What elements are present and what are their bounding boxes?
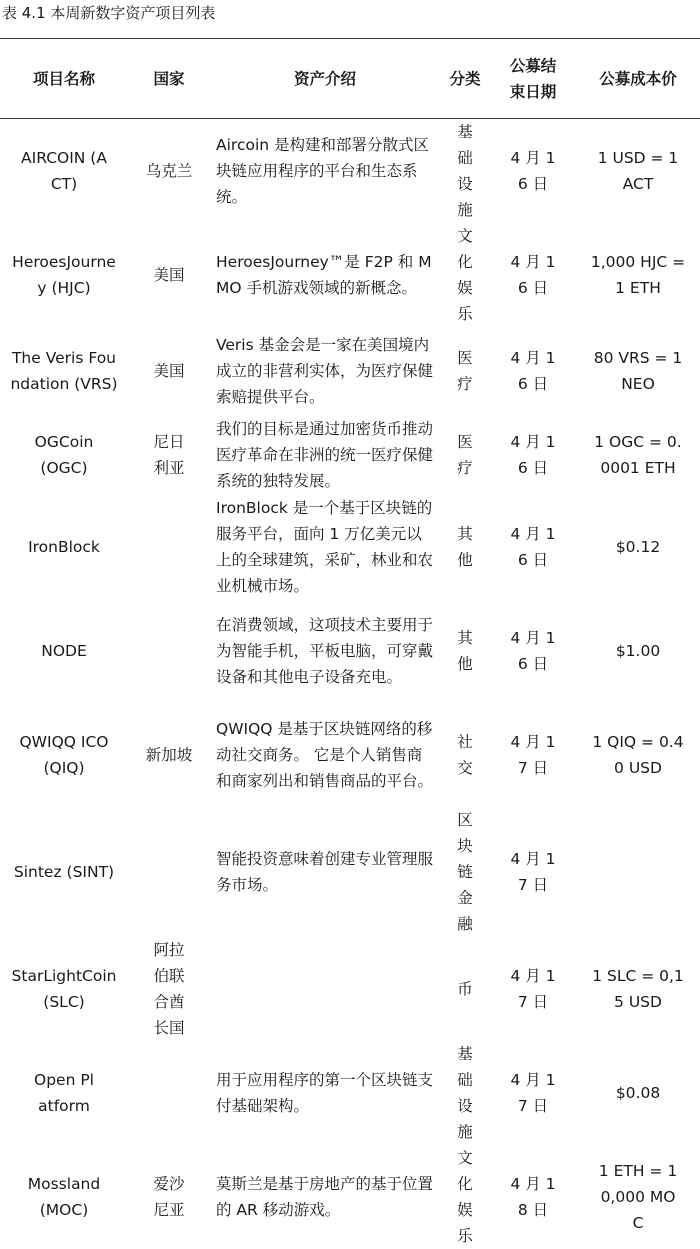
cell-country: 新加坡 <box>145 746 193 764</box>
cell-price: 1 USD = 1 ACT <box>597 149 679 193</box>
cell-name: AIRCOIN (ACT) <box>21 149 107 193</box>
header-end-date: 公募结束日期 <box>509 56 557 101</box>
table-row <box>0 327 700 415</box>
cell-name: QWIQQ ICO (QIQ) <box>19 733 109 777</box>
cell-description: IronBlock 是一个基于区块链的服务平台，面向 1 万亿美元以上的全球建筑，采矿，林业和农业机械市场。 <box>216 499 434 595</box>
cell-country <box>128 495 210 599</box>
cell-price: 1 OGC = 0.0001 ETH <box>594 433 682 477</box>
table-row <box>0 415 700 495</box>
cell-category: 其他 <box>457 525 473 569</box>
cell-end-date: 4 月 16 日 <box>510 433 556 477</box>
cell-price: $0.08 <box>615 1084 661 1102</box>
cell-category: 其他 <box>457 629 473 673</box>
table-row <box>0 1041 700 1145</box>
cell-description: 智能投资意味着创建专业管理服务市场。 <box>216 850 434 894</box>
table-row <box>0 223 700 327</box>
cell-name: HeroesJourney (HJC) <box>12 253 116 297</box>
cell-end-date: 4 月 17 日 <box>510 850 556 894</box>
header-country: 国家 <box>153 69 185 88</box>
project-table <box>0 38 700 1249</box>
cell-price: 1 QIQ = 0.40 USD <box>592 733 684 777</box>
cell-category: 社交 <box>457 733 473 777</box>
cell-end-date: 4 月 16 日 <box>510 149 556 193</box>
cell-category: 基础设施 <box>457 1045 473 1141</box>
cell-country: 尼日利亚 <box>153 433 185 477</box>
cell-name: The Veris Foundation (VRS) <box>10 349 118 393</box>
cell-country: 乌克兰 <box>145 162 193 180</box>
table-caption: 表 4.1 本周新数字资产项目列表 <box>2 4 216 22</box>
table-row <box>0 119 700 224</box>
cell-category: 医疗 <box>457 433 473 477</box>
cell-end-date: 4 月 18 日 <box>510 1175 556 1219</box>
cell-price: 1 ETH = 10,000 MOC <box>598 1162 678 1232</box>
cell-country <box>128 1041 210 1145</box>
cell-name: Mossland (MOC) <box>27 1175 101 1219</box>
cell-category: 区块链金融 <box>457 811 473 933</box>
cell-category: 文化娱乐 <box>457 1149 473 1245</box>
table-row <box>0 495 700 599</box>
table-row <box>0 703 700 807</box>
cell-description: 用于应用程序的第一个区块链支付基础架构。 <box>216 1071 434 1115</box>
cell-end-date: 4 月 16 日 <box>510 349 556 393</box>
cell-category: 基础设施 <box>457 123 473 219</box>
table-row <box>0 937 700 1041</box>
cell-country <box>128 599 210 703</box>
cell-price: 1 SLC = 0,15 USD <box>592 967 684 1011</box>
cell-category: 医疗 <box>457 349 473 393</box>
table-row <box>0 807 700 937</box>
header-price: 公募成本价 <box>599 69 677 88</box>
table-row <box>0 1145 700 1249</box>
cell-description <box>210 937 440 1041</box>
cell-country <box>128 807 210 937</box>
cell-name: Open Platform <box>34 1071 94 1115</box>
cell-end-date: 4 月 17 日 <box>510 733 556 777</box>
cell-end-date: 4 月 16 日 <box>510 253 556 297</box>
cell-description: HeroesJourney™是 F2P 和 MMO 手机游戏领域的新概念。 <box>216 253 432 297</box>
header-description: 资产介绍 <box>293 69 356 88</box>
cell-category: 文化娱乐 <box>457 227 473 323</box>
cell-description: Aircoin 是构建和部署分散式区块链应用程序的平台和生态系统。 <box>216 136 430 206</box>
header-name: 项目名称 <box>32 69 95 88</box>
cell-description: Veris 基金会是一家在美国境内成立的非营利实体，为医疗保健索赔提供平台。 <box>216 336 434 406</box>
cell-name: StarLightCoin (SLC) <box>11 967 117 1011</box>
cell-name: IronBlock <box>28 538 100 556</box>
cell-country: 阿拉伯联合酋长国 <box>153 941 185 1037</box>
cell-name: OGCoin (OGC) <box>34 433 94 477</box>
header-category: 分类 <box>449 69 481 88</box>
cell-price: 80 VRS = 1 NEO <box>593 349 683 393</box>
table-header-row <box>0 39 700 119</box>
cell-price <box>576 807 700 937</box>
cell-end-date: 4 月 16 日 <box>510 525 556 569</box>
cell-end-date: 4 月 16 日 <box>510 629 556 673</box>
cell-country: 美国 <box>153 266 185 284</box>
cell-description: 在消费领域，这项技术主要用于为智能手机，平板电脑，可穿戴设备和其他电子设备充电。 <box>216 616 434 686</box>
cell-price: $1.00 <box>615 642 661 660</box>
cell-country: 爱沙尼亚 <box>153 1175 185 1219</box>
cell-description: QWIQQ 是基于区块链网络的移动社交商务。 它是个人销售商和商家列出和销售商品的平台。 <box>216 720 434 790</box>
cell-end-date: 4 月 17 日 <box>510 1071 556 1115</box>
cell-country: 美国 <box>153 362 185 380</box>
cell-price: 1,000 HJC = 1 ETH <box>590 253 686 297</box>
cell-description: 莫斯兰是基于房地产的基于位置的 AR 移动游戏。 <box>216 1175 434 1219</box>
table-row <box>0 599 700 703</box>
cell-description: 我们的目标是通过加密货币推动医疗革命在非洲的统一医疗保健系统的独特发展。 <box>216 420 434 490</box>
cell-category: 币 <box>457 980 473 998</box>
cell-name: NODE <box>41 642 87 660</box>
cell-name: Sintez (SINT) <box>13 863 115 881</box>
cell-end-date: 4 月 17 日 <box>510 967 556 1011</box>
cell-price: $0.12 <box>615 538 661 556</box>
